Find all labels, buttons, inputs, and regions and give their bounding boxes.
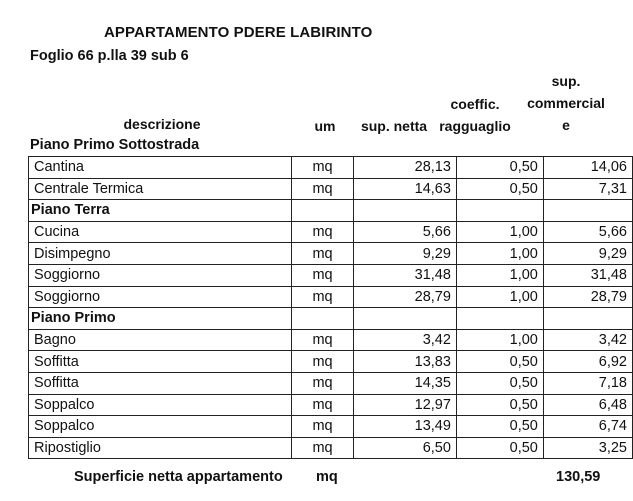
table-row xyxy=(29,264,633,286)
table-row xyxy=(29,416,633,438)
cell-um: mq xyxy=(291,157,353,179)
cell-um: mq xyxy=(291,286,353,308)
table-row xyxy=(29,157,633,179)
total-um: mq xyxy=(316,469,338,485)
document-title: APPARTAMENTO PDERE LABIRINTO xyxy=(104,24,373,41)
cell-descrizione: Soppalco xyxy=(29,394,292,416)
section-row xyxy=(29,200,633,222)
cell-um: mq xyxy=(291,394,353,416)
cell-um: mq xyxy=(291,178,353,200)
document-subtitle: Foglio 66 p.lla 39 sub 6 xyxy=(30,48,189,64)
cell-coeff: 0,50 xyxy=(456,394,543,416)
cell-descrizione: Cantina xyxy=(29,157,292,179)
cell-descrizione: Soppalco xyxy=(29,416,292,438)
cell-coeff: 1,00 xyxy=(456,329,543,351)
cell-sup-netta: 14,35 xyxy=(354,372,457,394)
cell-descrizione: Soggiorno xyxy=(29,264,292,286)
empty-cell xyxy=(543,200,632,222)
cell-coeff: 0,50 xyxy=(456,437,543,459)
empty-cell xyxy=(543,308,632,330)
cell-coeff: 1,00 xyxy=(456,221,543,243)
header-comm-line2: commercial xyxy=(527,95,605,111)
cell-coeff: 1,00 xyxy=(456,243,543,265)
cell-um: mq xyxy=(291,329,353,351)
cell-descrizione: Soggiorno xyxy=(29,286,292,308)
table-row xyxy=(29,221,633,243)
table-row xyxy=(29,286,633,308)
cell-sup-commerciale: 6,48 xyxy=(543,394,632,416)
cell-um: mq xyxy=(291,351,353,373)
cell-sup-netta: 31,48 xyxy=(354,264,457,286)
header-sup-netta: sup. netta xyxy=(360,118,428,134)
cell-descrizione: Soffitta xyxy=(29,372,292,394)
cell-descrizione: Centrale Termica xyxy=(29,178,292,200)
header-descrizione: descrizione xyxy=(123,116,201,132)
cell-sup-netta: 12,97 xyxy=(354,394,457,416)
empty-cell xyxy=(456,308,543,330)
cell-sup-commerciale: 3,25 xyxy=(543,437,632,459)
cell-sup-netta: 14,63 xyxy=(354,178,457,200)
cell-coeff: 1,00 xyxy=(456,264,543,286)
cell-sup-netta: 6,50 xyxy=(354,437,457,459)
header-comm-line1: sup. xyxy=(551,73,581,89)
header-coeff xyxy=(430,93,520,137)
cell-coeff: 0,50 xyxy=(456,351,543,373)
header-um: um xyxy=(314,118,336,134)
cell-sup-commerciale: 31,48 xyxy=(543,264,632,286)
cell-um: mq xyxy=(291,372,353,394)
surface-table xyxy=(28,156,633,459)
cell-um: mq xyxy=(291,221,353,243)
cell-sup-netta: 28,79 xyxy=(354,286,457,308)
cell-sup-commerciale: 5,66 xyxy=(543,221,632,243)
header-coeff-line1: coeffic. xyxy=(450,96,500,112)
cell-sup-netta: 28,13 xyxy=(354,157,457,179)
table-row xyxy=(29,178,633,200)
empty-cell xyxy=(291,308,353,330)
header-coeff-line2: ragguaglio xyxy=(439,118,511,134)
cell-sup-commerciale: 9,29 xyxy=(543,243,632,265)
cell-um: mq xyxy=(291,416,353,438)
empty-cell xyxy=(354,308,457,330)
table-row xyxy=(29,243,633,265)
cell-descrizione: Bagno xyxy=(29,329,292,351)
section-piano-primo-sottostrada: Piano Primo Sottostrada xyxy=(30,137,200,153)
cell-sup-commerciale: 14,06 xyxy=(543,157,632,179)
cell-sup-netta: 3,42 xyxy=(354,329,457,351)
empty-cell xyxy=(291,200,353,222)
table-row xyxy=(29,394,633,416)
cell-coeff: 0,50 xyxy=(456,372,543,394)
header-comm-line3: e xyxy=(562,117,570,133)
total-label: Superficie netta appartamento xyxy=(74,469,283,485)
total-value: 130,59 xyxy=(556,469,601,485)
header-sup-commerciale xyxy=(520,70,612,136)
cell-sup-netta: 9,29 xyxy=(354,243,457,265)
cell-sup-commerciale: 28,79 xyxy=(543,286,632,308)
cell-sup-commerciale: 6,74 xyxy=(543,416,632,438)
cell-sup-commerciale: 7,18 xyxy=(543,372,632,394)
cell-coeff: 1,00 xyxy=(456,286,543,308)
table-row xyxy=(29,437,633,459)
cell-descrizione: Ripostiglio xyxy=(29,437,292,459)
section-label: Piano Terra xyxy=(29,200,292,222)
table-row xyxy=(29,372,633,394)
cell-um: mq xyxy=(291,264,353,286)
cell-um: mq xyxy=(291,437,353,459)
cell-descrizione: Soffitta xyxy=(29,351,292,373)
empty-cell xyxy=(354,200,457,222)
cell-sup-netta: 13,49 xyxy=(354,416,457,438)
cell-coeff: 0,50 xyxy=(456,157,543,179)
section-row xyxy=(29,308,633,330)
cell-sup-commerciale: 6,92 xyxy=(543,351,632,373)
cell-um: mq xyxy=(291,243,353,265)
cell-descrizione: Disimpegno xyxy=(29,243,292,265)
cell-sup-netta: 13,83 xyxy=(354,351,457,373)
cell-coeff: 0,50 xyxy=(456,178,543,200)
cell-sup-netta: 5,66 xyxy=(354,221,457,243)
cell-sup-commerciale: 3,42 xyxy=(543,329,632,351)
cell-sup-commerciale: 7,31 xyxy=(543,178,632,200)
cell-coeff: 0,50 xyxy=(456,416,543,438)
table-row xyxy=(29,329,633,351)
empty-cell xyxy=(456,200,543,222)
table-row xyxy=(29,351,633,373)
section-label: Piano Primo xyxy=(29,308,292,330)
cell-descrizione: Cucina xyxy=(29,221,292,243)
surface-table-body xyxy=(29,157,633,459)
